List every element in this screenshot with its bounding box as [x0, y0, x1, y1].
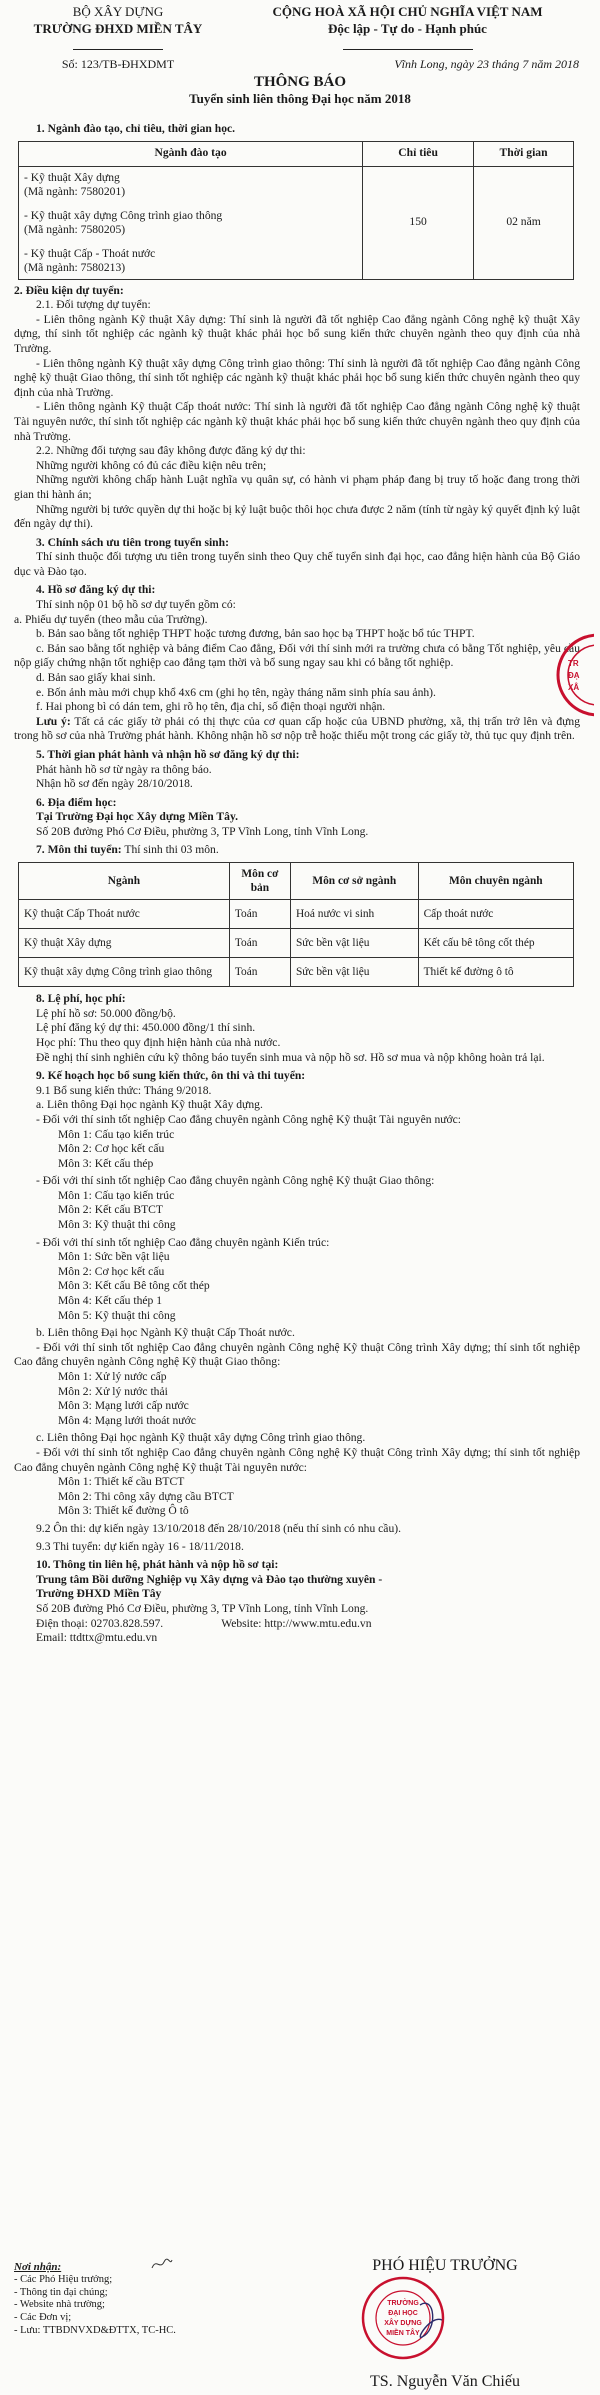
subject-item: Môn 2: Cơ học kết cấu: [58, 1264, 165, 1278]
program-name: - Kỹ thuật xây dựng Công trình giao thông: [24, 208, 223, 222]
paragraph: - Liên thông ngành Kỹ thuật Xây dựng: Thí sinh là người đã tốt nghiệp Cao đẳng ngành Công nghệ kỹ thuật Xây dựng, thí sinh tốt nghiệp các ngành kỹ thuật khác phải học bổ sung kiến thức chuyên ngành theo quy định của nhà Trường.: [14, 312, 580, 355]
svg-text:XÂ: XÂ: [568, 683, 580, 692]
document-header: [0, 3, 600, 71]
program-code: (Mã ngành: 7580201): [24, 184, 126, 198]
program-name: - Kỹ thuật Xây dựng: [24, 170, 120, 184]
subject-item: Môn 1: Xử lý nước cấp: [58, 1370, 167, 1383]
exam-subjects-table: [18, 862, 574, 987]
document-number: Số: 123/TB-ĐHXDMT: [61, 57, 175, 71]
phone-text: Điện thoại: 02703.828.597.: [36, 1616, 164, 1630]
paragraph: - Đối với thí sinh tốt nghiệp Cao đẳng chuyên ngành Công nghệ Kỹ thuật Công trình Xây dựng; thí sinh tốt nghiệp Cao đẳng chuyên ngành Công nghệ Kỹ thuật Tài nguyên nước:: [14, 1445, 580, 1474]
table-cell: Thiết kế đường ô tô: [418, 958, 573, 987]
list-item: d. Bản sao giấy khai sinh.: [36, 671, 156, 685]
section-2-heading: 2. Điều kiện dự tuyển:: [14, 283, 124, 297]
subject-item: Môn 1: Cấu tạo kiến trúc: [58, 1188, 175, 1202]
paragraph: Lệ phí hồ sơ: 50.000 đồng/bộ.: [36, 1006, 176, 1020]
table-cell: Cấp thoát nước: [418, 900, 573, 929]
subject-item: Môn 2: Cơ học kết cấu: [58, 1142, 165, 1156]
recipients-block: [14, 2261, 176, 2338]
subject-item: Môn 4: Mạng lưới thoát nước: [58, 1413, 196, 1427]
svg-text:ĐẠI HỌC: ĐẠI HỌC: [388, 2310, 418, 2317]
paragraph: Những người bị tước quyền dự thi hoặc bị kỷ luật buộc thôi học chưa được 2 năm (tính từ ngày ký quyết định kỷ luật đến ngày dự thi).: [14, 502, 580, 531]
handwritten-mark-icon: [150, 2256, 174, 2272]
svg-text:MIỀN TÂY: MIỀN TÂY: [386, 2330, 420, 2337]
section-1-heading: 1. Ngành đào tạo, chỉ tiêu, thời gian học.: [36, 122, 236, 135]
signer-role: PHÓ HIỆU TRƯỞNG: [372, 2257, 518, 2274]
document-title: THÔNG BÁO: [253, 74, 347, 90]
school-name: TRƯỜNG ĐHXD MIỀN TÂY: [33, 21, 203, 36]
svg-text:TRƯỜNG: TRƯỜNG: [387, 2300, 419, 2307]
subject-item: Môn 3: Kết cấu thép: [58, 1156, 154, 1170]
table-cell: Hoá nước vi sinh: [290, 900, 418, 929]
recipient-item: - Lưu: TTBDNVXD&ĐTTX, TC-HC.: [14, 2324, 176, 2336]
table-header: Ngành đào tạo: [19, 141, 363, 166]
table-row: [19, 166, 574, 279]
paragraph: Những người không chấp hành Luật nghĩa vụ quân sự, có hành vi phạm pháp đang bị truy tố hoặc đang trong thời gian thi hành án;: [14, 473, 580, 501]
table-cell: Toán: [229, 958, 290, 987]
program-name: - Kỹ thuật Cấp - Thoát nước: [24, 246, 156, 260]
paragraph: Trường ĐHXD Miền Tây: [36, 1587, 162, 1601]
programs-cell: [19, 166, 363, 279]
svg-text:ĐẠ: ĐẠ: [568, 671, 580, 680]
paragraph: 2.2. Những đối tượng sau đây không được đăng ký dự thi:: [36, 444, 306, 458]
signature-area: [0, 2255, 600, 2395]
note-label: Lưu ý:: [36, 714, 71, 728]
recipient-item: - Website nhà trường;: [14, 2299, 105, 2311]
paragraph: Thí sinh thuộc đối tượng ưu tiên trong tuyển sinh theo Quy chế tuyển sinh đại học, cao đẳng hiện hành của Bộ Giáo dục và Đào tạo.: [14, 550, 580, 578]
note-paragraph: [14, 715, 580, 744]
program-code: (Mã ngành: 7580205): [24, 222, 126, 236]
table-cell: Sức bền vật liệu: [290, 958, 418, 987]
paragraph: - Đối với thí sinh tốt nghiệp Cao đẳng chuyên ngành Công nghệ Kỹ thuật Công trình Xây dựng; thí sinh tốt nghiệp Cao đẳng chuyên ngành Công nghệ Kỹ thuật Giao thông:: [14, 1340, 580, 1369]
table-cell: Kỹ thuật Xây dựng: [19, 929, 230, 958]
subject-item: Môn 3: Kỹ thuật thi công: [58, 1218, 176, 1232]
paragraph: - Đối với thí sinh tốt nghiệp Cao đẳng chuyên ngành Kiến trúc:: [36, 1235, 330, 1249]
subject-item: Môn 1: Sức bền vật liệu: [58, 1250, 170, 1264]
subject-item: Môn 2: Xử lý nước thải: [58, 1384, 168, 1398]
ministry-name: BỘ XÂY DỰNG: [72, 4, 164, 19]
paragraph: - Liên thông ngành Kỹ thuật xây dựng Công trình giao thông: Thí sinh là người đã tốt nghiệp Cao đẳng ngành Công nghệ kỹ thuật Giao thông, thí sinh tốt nghiệp các ngành kỹ thuật khác phải học bổ sung kiến thức chuyên ngành theo quy định của nhà Trường.: [14, 356, 580, 399]
list-item: e. Bốn ảnh màu mới chụp khổ 4x6 cm (ghi họ tên, ngày tháng năm sinh phía sau ảnh).: [36, 685, 436, 699]
contact-line: [14, 1617, 580, 1632]
subject-item: Môn 5: Kỹ thuật thi công: [58, 1308, 176, 1322]
section-7-heading: 7. Môn thi tuyển:: [36, 842, 122, 856]
table-cell: Toán: [229, 929, 290, 958]
table-header: Môn chuyên ngành: [418, 863, 573, 900]
section-4-heading: 4. Hồ sơ đăng ký dự thi:: [36, 583, 156, 597]
section-7-heading-line: [14, 843, 580, 858]
paragraph: 9.1 Bổ sung kiến thức: Tháng 9/2018.: [36, 1083, 212, 1097]
recipient-item: - Các Phó Hiệu trưởng;: [14, 2273, 113, 2285]
table-header: Ngành: [19, 863, 230, 900]
table-cell: Kỹ thuật Cấp Thoát nước: [19, 900, 230, 929]
paragraph: - Đối với thí sinh tốt nghiệp Cao đẳng chuyên ngành Công nghệ Kỹ thuật Giao thông:: [36, 1174, 435, 1188]
program-item: [24, 171, 357, 199]
table-cell: Kỹ thuật xây dựng Công trình giao thông: [19, 958, 230, 987]
issuer-block: [18, 3, 218, 73]
section-7-heading-rest: Thí sinh thi 03 môn.: [121, 842, 219, 856]
subject-item: Môn 3: Thiết kế đường Ô tô: [58, 1504, 189, 1518]
table-header-row: [19, 141, 574, 166]
table-row: [19, 929, 574, 958]
paragraph: Thí sinh nộp 01 bộ hồ sơ dự tuyển gồm có:: [36, 598, 236, 612]
list-item: c. Bản sao bằng tốt nghiệp và bảng điểm Cao đẳng, Đối với thí sinh mới ra trường chưa có bằng Tốt nghiệp, yêu cầu nộp giấy chứng nhận tốt nghiệp cao đẳng tạm thời và bổ sung ngay sau khi có bằng tốt nghiệp.: [14, 641, 580, 670]
paragraph: a. Liên thông Đại học ngành Kỹ thuật Xây dựng.: [36, 1098, 263, 1112]
subject-item: Môn 2: Kết cấu BTCT: [58, 1203, 163, 1217]
section-5-heading: 5. Thời gian phát hành và nhận hồ sơ đăng ký dự thi:: [36, 748, 300, 761]
program-code: (Mã ngành: 7580213): [24, 260, 126, 274]
note-text: Tất cả các giấy tờ phải có thị thực của cơ quan cấp hoặc của UBND phường, xã, thị trấn trở lên và đựng trong hồ sơ của nhà Trường phát hành. Không nhận hồ sơ nộp trễ hoặc thiếu một trong các giấy tờ, thủ tục quy định trên.: [14, 714, 580, 743]
issue-date: Vĩnh Long, ngày 23 tháng 7 năm 2018: [394, 57, 579, 71]
quota-cell: 150: [363, 166, 474, 279]
paragraph: Trung tâm Bồi dưỡng Nghiệp vụ Xây dựng và Đào tạo thường xuyên -: [36, 1572, 383, 1586]
recipient-item: - Thông tin đại chúng;: [14, 2286, 108, 2298]
section-6-heading: 6. Địa điểm học:: [36, 795, 117, 809]
signer-name: TS. Nguyễn Văn Chiếu: [370, 2373, 520, 2390]
paragraph: Học phí: Thu theo quy định hiện hành của nhà nước.: [36, 1035, 281, 1049]
table-header: Môn cơ sở ngành: [290, 863, 418, 900]
section-3-heading: 3. Chính sách ưu tiên trong tuyển sinh:: [36, 535, 229, 549]
subject-item: Môn 3: Mạng lưới cấp nước: [58, 1399, 189, 1413]
paragraph: Số 20B đường Phó Cơ Điều, phường 3, TP Vĩnh Long, tỉnh Vĩnh Long.: [36, 824, 369, 838]
paragraph: Lệ phí đăng ký dự thi: 450.000 đồng/1 thí sinh.: [36, 1021, 256, 1035]
table-cell: Toán: [229, 900, 290, 929]
paragraph: b. Liên thông Đại học Ngành Kỹ thuật Cấp Thoát nước.: [36, 1326, 295, 1340]
subject-item: Môn 2: Thi công xây dựng cầu BTCT: [58, 1489, 234, 1503]
paragraph: 2.1. Đối tượng dự tuyển:: [36, 298, 151, 312]
table-header-row: [19, 863, 574, 900]
programs-table: [18, 141, 574, 280]
paragraph: 9.3 Thi tuyển: dự kiến ngày 16 - 18/11/2018.: [36, 1539, 244, 1553]
paragraph: Đề nghị thí sinh nghiên cứu kỹ thông báo tuyển sinh mua và nộp hồ sơ. Hồ sơ mua và nộp không hoàn trả lại.: [36, 1050, 545, 1064]
table-row: [19, 900, 574, 929]
email-text[interactable]: Email: ttdttx@mtu.edu.vn: [36, 1631, 158, 1645]
paragraph: c. Liên thông Đại học ngành Kỹ thuật xây dựng Công trình giao thông.: [36, 1431, 366, 1445]
recipient-item: - Các Đơn vị;: [14, 2312, 72, 2324]
svg-text:TR: TR: [568, 659, 579, 668]
paragraph: Phát hành hồ sơ từ ngày ra thông báo.: [36, 762, 212, 776]
table-header: Chỉ tiêu: [363, 141, 474, 166]
subject-item: Môn 4: Kết cấu thép 1: [58, 1294, 162, 1308]
svg-text:XÂY DỰNG: XÂY DỰNG: [384, 2320, 422, 2327]
table-row: [19, 958, 574, 987]
national-motto: Độc lập - Tự do - Hạnh phúc: [328, 21, 487, 36]
table-cell: Kết cấu bê tông cốt thép: [418, 929, 573, 958]
table-cell: Sức bền vật liệu: [290, 929, 418, 958]
margin-seal-icon: [554, 620, 594, 730]
official-seal-icon: [360, 2275, 446, 2361]
program-item: [24, 247, 357, 275]
list-item: f. Hai phong bì có dán tem, ghi rõ họ tên, địa chỉ, số điện thoại người nhận.: [36, 700, 386, 714]
national-title: CỘNG HOÀ XÃ HỘI CHỦ NGHĨA VIỆT NAM: [272, 4, 543, 19]
paragraph: - Đối với thí sinh tốt nghiệp Cao đẳng chuyên ngành Công nghệ Kỹ thuật Tài nguyên nước:: [36, 1112, 462, 1126]
document-subtitle: Tuyển sinh liên thông Đại học năm 2018: [189, 91, 411, 106]
list-item: b. Bản sao bằng tốt nghiệp THPT hoặc tương đương, bản sao học bạ THPT hoặc bổ túc THPT.: [36, 627, 475, 641]
paragraph: Tại Trường Đại học Xây dựng Miền Tây.: [36, 810, 239, 824]
paragraph: - Liên thông ngành Kỹ thuật Cấp thoát nước: Thí sinh là người đã tốt nghiệp Cao đẳng ngành Công nghệ kỹ thuật Tài nguyên nước, thí sinh tốt nghiệp các ngành kỹ thuật khác phải học bổ sung kiến thức chuyên ngành theo quy định của nhà Trường.: [14, 400, 580, 443]
national-block: [230, 3, 585, 73]
program-item: [24, 209, 357, 237]
duration-cell: 02 năm: [474, 166, 574, 279]
website-link[interactable]: Website: http://www.mtu.edu.vn: [221, 1616, 372, 1630]
subject-item: Môn 3: Kết cấu Bê tông cốt thép: [58, 1279, 210, 1293]
section-10-heading: 10. Thông tin liên hệ, phát hành và nộp hồ sơ tại:: [36, 1558, 279, 1572]
section-8-heading: 8. Lệ phí, học phí:: [36, 992, 126, 1006]
header-divider: [73, 49, 163, 50]
recipients-label: Nơi nhận:: [14, 2261, 62, 2273]
paragraph: 9.2 Ôn thi: dự kiến ngày 13/10/2018 đến 28/10/2018 (nếu thí sinh có nhu cầu).: [36, 1521, 401, 1535]
document-body: [14, 118, 580, 1646]
subject-item: Môn 1: Thiết kế cầu BTCT: [58, 1475, 185, 1489]
section-9-heading: 9. Kế hoạch học bổ sung kiến thức, ôn thi và thi tuyển:: [36, 1069, 306, 1083]
paragraph: Những người không có đủ các điều kiện nêu trên;: [36, 458, 267, 472]
list-item: a. Phiếu dự tuyển (theo mẫu của Trường).: [14, 612, 208, 626]
table-header: Thời gian: [474, 141, 574, 166]
motto-divider: [343, 49, 473, 50]
table-header: Môn cơ bản: [229, 863, 290, 900]
paragraph: Số 20B đường Phó Cơ Điều, phường 3, TP Vĩnh Long, tỉnh Vĩnh Long.: [36, 1601, 369, 1615]
subject-item: Môn 1: Cấu tạo kiến trúc: [58, 1127, 175, 1141]
paragraph: Nhận hồ sơ đến ngày 28/10/2018.: [36, 777, 193, 791]
